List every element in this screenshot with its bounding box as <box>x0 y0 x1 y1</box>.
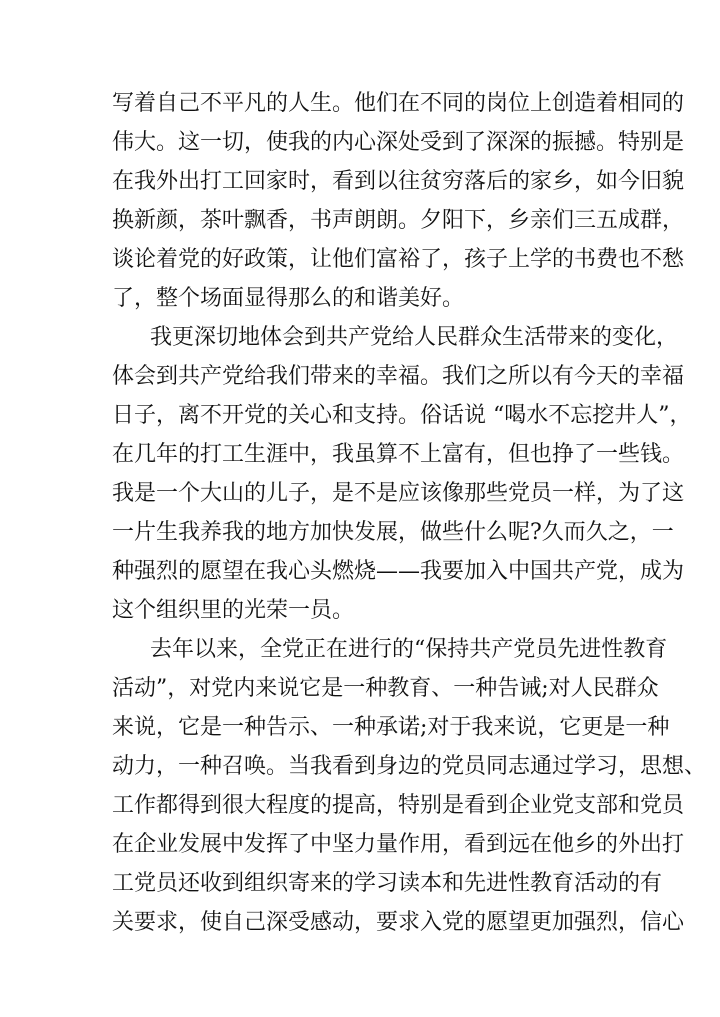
text-line: 我更深切地体会到共产党给人民群众生活带来的变化， <box>150 325 679 350</box>
text-line: 种强烈的愿望在我心头燃烧——我要加入中国共产党，成为 <box>112 559 685 584</box>
text-line: 换新颜，茶叶飘香，书声朗朗。夕阳下，乡亲们三五成群， <box>112 208 685 233</box>
text-line: 日子，离不开党的关心和支持。俗话说 “喝水不忘挖井人”， <box>112 403 692 428</box>
text-line: 伟大。这一切，使我的内心深处受到了深深的振撼。特别是 <box>112 130 685 155</box>
text-line: 谈论着党的好政策，让他们富裕了，孩子上学的书费也不愁 <box>112 247 685 272</box>
text-line: 活动”，对党内来说它是一种教育、一种告诫;对人民群众 <box>112 676 659 701</box>
text-line: 在企业发展中发挥了中坚力量作用，看到远在他乡的外出打 <box>112 832 685 857</box>
text-line: 体会到共产党给我们带来的幸福。我们之所以有今天的幸福 <box>112 364 685 389</box>
text-line: 工党员还收到组织寄来的学习读本和先进性教育活动的有 <box>112 871 663 896</box>
text-line: 在我外出打工回家时，看到以往贫穷落后的家乡，如今旧貌 <box>112 169 685 194</box>
text-line: 了，整个场面显得那么的和谐美好。 <box>112 286 465 311</box>
text-line: 写着自己不平凡的人生。他们在不同的岗位上创造着相同的 <box>112 91 685 116</box>
text-line: 来说，它是一种告示、一种承诺;对于我来说，它更是一种 <box>112 715 670 740</box>
text-line: 这个组织里的光荣一员。 <box>112 598 355 623</box>
text-line: 在几年的打工生涯中，我虽算不上富有，但也挣了一些钱。 <box>112 442 685 467</box>
text-line: 工作都得到很大程度的提高，特别是看到企业党支部和党员 <box>112 793 685 818</box>
text-line: 一片生我养我的地方加快发展，做些什么呢?久而久之，一 <box>112 520 674 545</box>
text-line: 动力，一种召唤。当我看到身边的党员同志通过学习，思想、 <box>112 754 707 779</box>
text-line: 关要求，使自己深受感动，要求入党的愿望更加强烈，信心 <box>112 910 685 935</box>
text-line: 去年以来，全党正在进行的“保持共产党员先进性教育 <box>150 637 668 662</box>
text-line: 我是一个大山的儿子，是不是应该像那些党员一样，为了这 <box>112 481 685 506</box>
